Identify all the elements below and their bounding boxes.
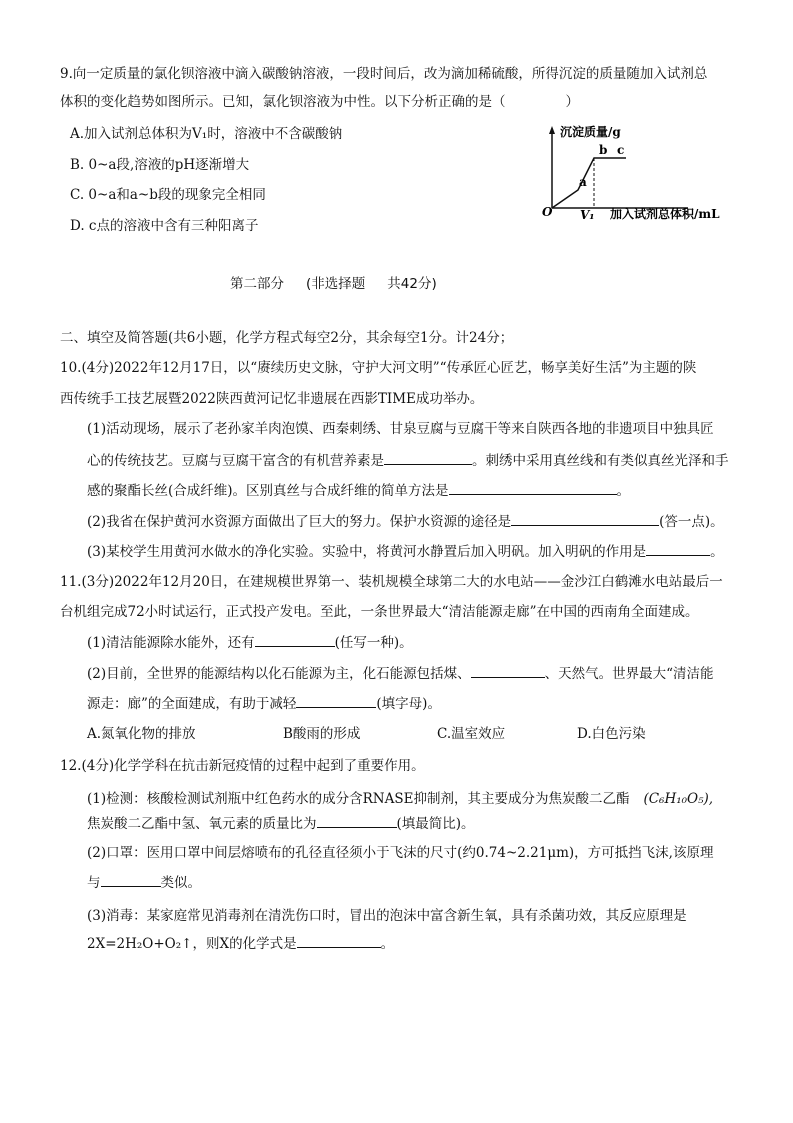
q11-options	[87, 724, 646, 744]
q11-stem-line2: 台机组完成72小时试运行，正式投产发电。至此，一条世界最大“清洁能源走廊”在中国的西南角全面建成。	[60, 604, 699, 620]
graph-point-c: c	[617, 143, 625, 157]
q9-option-c: C. 0~a和a~b段的现象完全相同	[70, 187, 266, 203]
part2-subtitle: (非选择题	[306, 276, 366, 292]
q11-stem-line1: 11.(3分)2022年12月20日，在建规模世界第一、装机规模全球第二大的水电站——金沙江白鹤滩水电站最后一	[60, 574, 723, 590]
q12-stem: 12.(4分)化学学科在抗击新冠疫情的过程中起到了重要作用。	[60, 758, 425, 774]
q12-blank-formula[interactable]	[297, 933, 381, 948]
q10-part1-line1: (1)活动现场，展示了老孙家羊肉泡馍、西秦刺绣、甘泉豆腐与豆腐干等来自陕西各地的非遗项目中独具匠	[87, 421, 714, 437]
q12-part2b-text: 与	[87, 875, 101, 891]
q12-part1-text: (1)检测：核酸检测试剂瓶中红色药水的成分含RNASE抑制剂，其主要成分为焦炭酸二乙酯	[87, 791, 630, 807]
q10-part3-end: 。	[710, 544, 724, 560]
q12-part3b-text: 2X=2H₂O+O₂↑，则X的化学式是	[87, 936, 297, 952]
q11-blank-fossil[interactable]	[471, 663, 545, 678]
q10-part1-line3	[87, 480, 630, 501]
q10-blank-nutrient[interactable]	[384, 450, 472, 465]
part2-heading	[230, 274, 437, 294]
part2-title: 第二部分	[230, 276, 284, 292]
q10-blank-water[interactable]	[511, 511, 659, 526]
q10-stem-line1: 10.(4分)2022年12月17日，以“赓续历史文脉，守护大河文明”“传承匠心匠艺，畅享美好生活”为主题的陕	[60, 360, 697, 376]
q11-part2b-text: 源走：廊”的全面建成，有助于减轻	[87, 696, 297, 712]
q11-part2b-end: (填字母)。	[376, 696, 441, 712]
q12-part2b-end: 类似。	[160, 875, 201, 891]
q10-part2-end: (答一点)。	[659, 514, 724, 530]
graph-x-label: 加入试剂总体积/mL	[610, 207, 720, 221]
q12-part1-line1	[87, 789, 713, 809]
q10-part1-line2	[87, 450, 729, 471]
graph-v1-label: V₁	[580, 208, 595, 222]
q9-stem-text: 体积的变化趋势如图所示。已知，氯化钡溶液为中性。以下分析正确的是（	[60, 94, 506, 110]
q9-stem-line1: 9.向一定质量的氯化钡溶液中滴入碳酸钠溶液，一段时间后，改为滴加稀硫酸，所得沉淀的质量随加入试剂总	[60, 66, 708, 82]
q12-part2-line1: (2)口罩：医用口罩中间层熔喷布的孔径直径须小于飞沫的尺寸(约0.74~2.21μm)，方可抵挡飞沫,该原理	[87, 845, 714, 861]
q9-option-d: D. c点的溶液中含有三种阳离子	[70, 218, 259, 234]
graph-precipitate-curve	[552, 158, 626, 208]
q9-option-a: A.加入试剂总体积为V₁时，溶液中不含碳酸钠	[70, 126, 343, 142]
q12-part1-line2	[87, 813, 475, 834]
q10-stem-line2: 西传统手工技艺展暨2022陕西黄河记忆非遗展在西影TIME成功举办。	[60, 391, 484, 407]
q11-option-b: B酸雨的形成	[283, 726, 361, 742]
q10-part1c-end: 。	[616, 483, 631, 499]
graph-y-label: 沉淀质量/g	[560, 125, 621, 139]
q12-part3b-end: 。	[380, 936, 395, 952]
q11-part2-text: (2)目前，全世界的能源结构以化石能源为主，化石能源包括煤、	[87, 666, 471, 682]
q10-blank-alum[interactable]	[646, 541, 710, 556]
q12-part1b-end: (填最简比)。	[396, 816, 475, 832]
part2-score: 共42分)	[387, 276, 437, 292]
q11-option-d: D.白色污染	[577, 726, 646, 742]
section2-header: 二、填空及简答题(共6小题，化学方程式每空2分，其余每空1分。计24分；	[60, 330, 514, 346]
q10-part3-text: (3)某校学生用黄河水做水的净化实验。实验中，将黄河水静置后加入明矾。加入明矾的作用是	[87, 544, 647, 560]
q9-stem-line2	[60, 92, 579, 112]
q10-part3	[87, 541, 724, 562]
q12-part3-line2	[87, 933, 394, 954]
q10-part2	[87, 511, 724, 532]
q9-option-b: B. 0~a段,溶液的pH逐渐增大	[70, 157, 250, 173]
q11-blank-choice[interactable]	[296, 693, 376, 708]
q10-blank-method[interactable]	[449, 480, 617, 495]
q9-stem-paren: ）	[565, 94, 579, 110]
q11-part2-line2	[87, 693, 441, 714]
q12-part3-line1: (3)消毒：某家庭常见消毒剂在清洗伤口时，冒出的泡沫中富含新生氧，具有杀菌功效，其反应原理是	[87, 908, 687, 924]
q11-part1	[87, 632, 413, 653]
q10-part1c-text: 感的聚酯长丝(合成纤维)。区别真丝与合成纤维的简单方法是	[87, 483, 449, 499]
q12-blank-principle[interactable]	[101, 872, 161, 887]
q10-part1-text-end: 。刺绣中采用真丝线和有类似真丝光泽和手	[472, 453, 729, 469]
q11-part1-text: (1)清洁能源除水能外，还有	[87, 635, 255, 651]
q9-precipitate-graph	[538, 122, 748, 222]
graph-y-arrow	[549, 126, 555, 134]
q12-part1b-text: 焦炭酸二乙酯中氢、氧元素的质量比为	[87, 816, 317, 832]
q11-part1-end: (任写一种)。	[334, 635, 413, 651]
q12-blank-ratio[interactable]	[317, 813, 397, 828]
q11-blank-energy[interactable]	[255, 632, 335, 647]
q11-part2-line1	[87, 663, 714, 684]
q10-part1-text: 心的传统技艺。豆腐与豆腐干富含的有机营养素是	[87, 453, 384, 469]
q11-option-c: C.温室效应	[437, 726, 506, 742]
q11-part2-end: 、天然气。世界最大“清洁能	[544, 666, 714, 682]
graph-point-b: b	[599, 143, 608, 157]
q10-part2-text: (2)我省在保护黄河水资源方面做出了巨大的努力。保护水资源的途径是	[87, 514, 512, 530]
graph-origin-label: O	[542, 205, 553, 219]
q12-part2-line2	[87, 872, 201, 893]
q12-formula: (C₆H₁₀O₅),	[643, 791, 714, 807]
q11-option-a: A.氮氧化物的排放	[87, 726, 196, 742]
graph-point-a: a	[579, 175, 587, 189]
